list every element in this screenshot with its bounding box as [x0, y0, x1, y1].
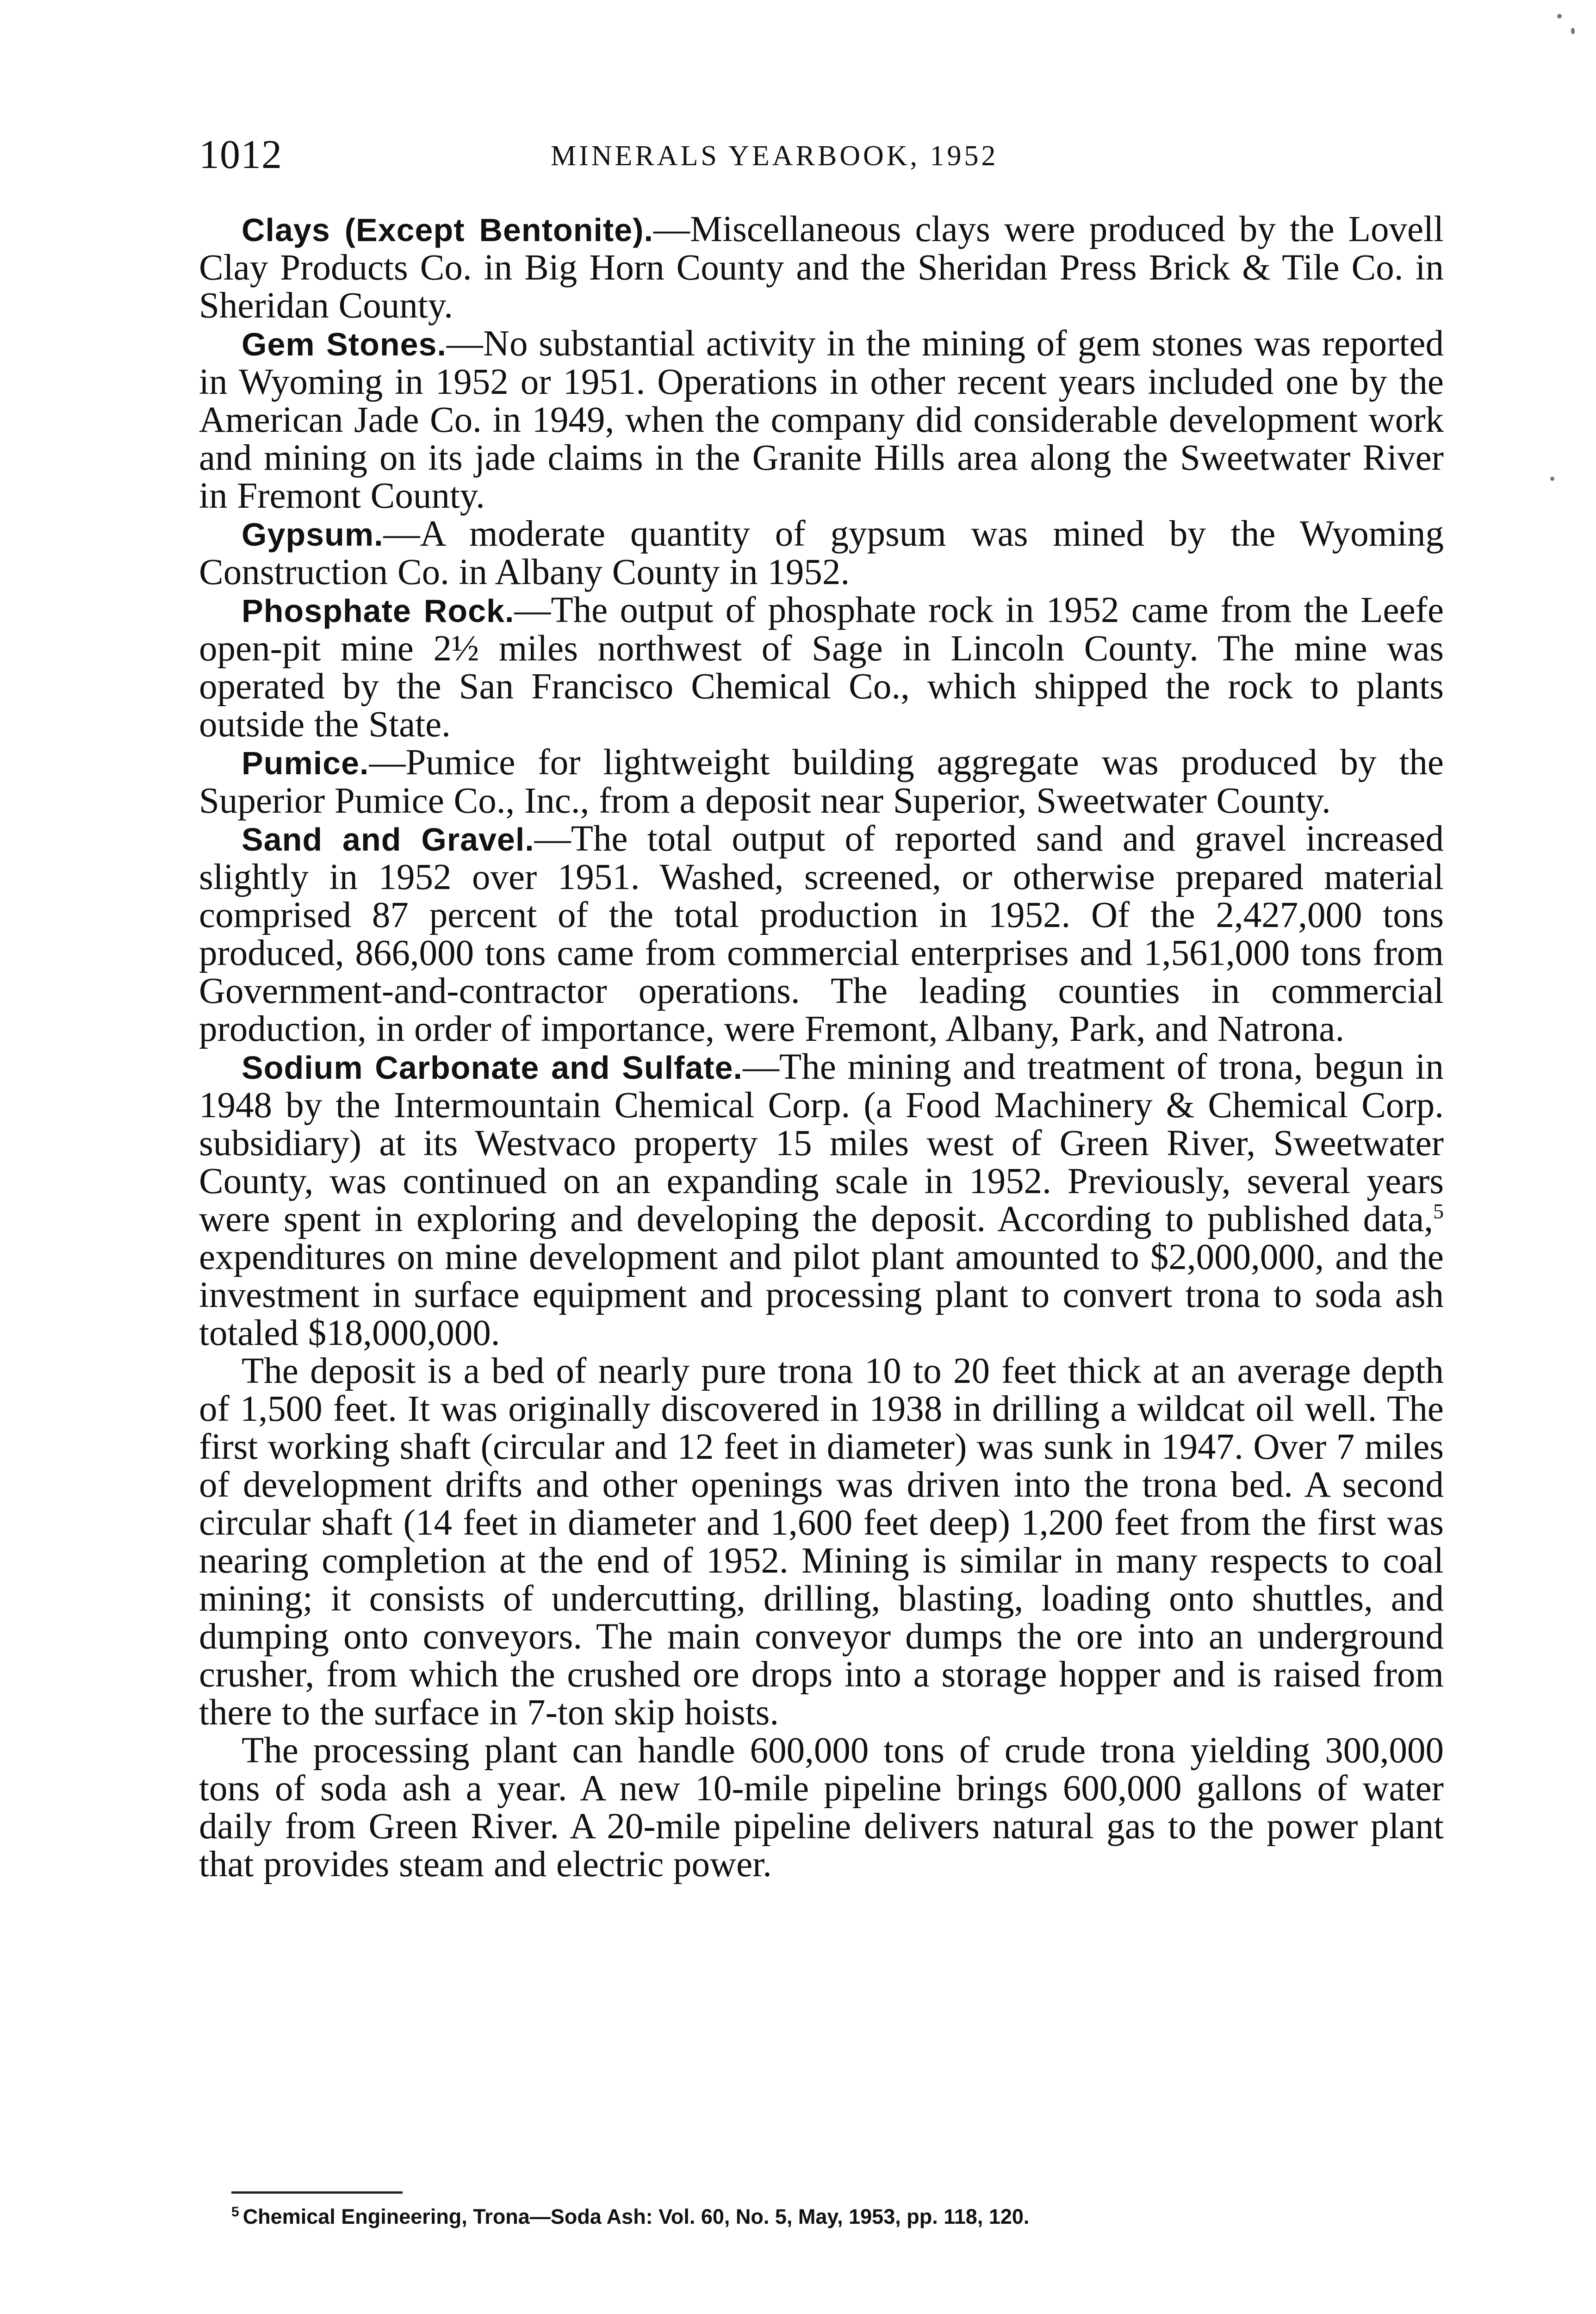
section-heading: Sodium Carbonate and Sulfate. [242, 1050, 743, 1086]
section-heading: Gypsum. [242, 516, 384, 553]
paragraph-trona-deposit [199, 1352, 1444, 1732]
section-heading: Gem Stones. [242, 326, 447, 362]
footnote-rule [231, 2191, 403, 2194]
page-number: 1012 [199, 132, 282, 177]
paragraph-text: The deposit is a bed of nearly pure trona 10 to 20 feet thick at an average depth of 1,500 feet. It was originally discovered in 1938 in drilling a wildcat oil well. The first working shaft (circular and 12 feet in diameter) was sunk in 1947. Over 7 miles of development drifts and other openings was driven into the trona bed. A second circular shaft (14 feet in diameter and 1,600 feet deep) 1,200 feet from the first was nearing completion at the end of 1952. Mining is similar in many respects to coal mining; it consists of undercutting, drilling, blasting, loading onto shuttles, and dumping onto conveyors. The main conveyor dumps the ore into an underground crusher, from which the crushed ore drops into a storage hopper and is raised from there to the surface in 7-ton skip hoists. [199, 1351, 1444, 1733]
body-text [199, 211, 1444, 1884]
paragraph-text: —Miscellaneous clays were produced by the Lovell Clay Products Co. in Big Horn County and the Sheridan Press Brick & Tile Co. in Sheridan County. [199, 209, 1444, 326]
section-heading: Clays (Except Bentonite). [242, 212, 653, 248]
paragraph-text: The processing plant can handle 600,000 tons of crude trona yielding 300,000 tons of soda ash a year. A new 10-mile pipeline brings 600,000 gallons of water daily from Green River. A 20-mile pipeline delivers natural gas to the power plant that provides steam and electric power. [199, 1730, 1444, 1885]
running-head: MINERALS YEARBOOK, 1952 [551, 140, 999, 172]
paragraph-text: —The output of phosphate rock in 1952 came from the Leefe open-pit mine 2½ miles northwest of Sage in Lincoln County. The mine was operated by the San Francisco Chemical Co., which shipped the rock to plants outside the State. [199, 590, 1444, 745]
section-heading: Pumice. [242, 745, 369, 781]
paragraph-pumice [199, 744, 1444, 820]
paragraph-text-continued: expenditures on mine development and pilot plant amounted to $2,000,000, and the investment in surface equipment and processing plant to convert trona to soda ash totaled $18,000,000. [199, 1237, 1444, 1353]
paragraph-phosphate-rock [199, 591, 1444, 744]
scan-speck [1571, 28, 1575, 34]
paragraph-clays [199, 211, 1444, 325]
paragraph-gem-stones [199, 325, 1444, 515]
footnote-reference[interactable]: 5 [1433, 1199, 1444, 1223]
scan-speck [1550, 477, 1554, 481]
paragraph-text: —Pumice for lightweight building aggregate was produced by the Superior Pumice Co., Inc., from a deposit near Superior, Sweetwater County. [199, 742, 1444, 821]
footnote-text: Chemical Engineering, Trona—Soda Ash: Vol. 60, No. 5, May, 1953, pp. 118, 120. [242, 2205, 1030, 2228]
section-heading: Phosphate Rock. [242, 593, 515, 629]
paragraph-sodium-carbonate [199, 1048, 1444, 1352]
footnote-mark: 5 [231, 2204, 239, 2220]
paragraph-text: —The total output of reported sand and gravel increased slightly in 1952 over 1951. Washed, screened, or otherwise prepared material comprised 87 percent of the total production in 1952. Of the 2,427,000 tons produced, 866,000 tons came from commercial enterprises and 1,561,000 tons from Government-and-contractor operations. The leading counties in commercial production, in order of importance, were Fremont, Albany, Park, and Natrona. [199, 819, 1444, 1049]
paragraph-sand-and-gravel [199, 820, 1444, 1048]
paragraph-text: —A moderate quantity of gypsum was mined by the Wyoming Construction Co. in Albany County in 1952. [199, 514, 1444, 592]
paragraph-processing-plant [199, 1732, 1444, 1884]
footnote [231, 2203, 1481, 2231]
paragraph-text: —No substantial activity in the mining of gem stones was reported in Wyoming in 1952 or 1951. Operations in other recent years included one by the American Jade Co. in 1949, when the company did considerable development work and mining on its jade claims in the Granite Hills area along the Sweetwater River in Fremont County. [199, 323, 1444, 516]
section-heading: Sand and Gravel. [242, 821, 534, 858]
scan-speck [1557, 14, 1562, 19]
paragraph-text: —The mining and treatment of trona, begun in 1948 by the Intermountain Chemical Corp. (a Food Machinery & Chemical Corp. subsidiary) at its Westvaco property 15 miles west of Green River, Sweetwater County, was continued on an expanding scale in 1952. Previously, several years were spent in exploring and developing the deposit. According to published data, [199, 1047, 1444, 1239]
page-header [199, 132, 1541, 183]
paragraph-gypsum [199, 515, 1444, 591]
